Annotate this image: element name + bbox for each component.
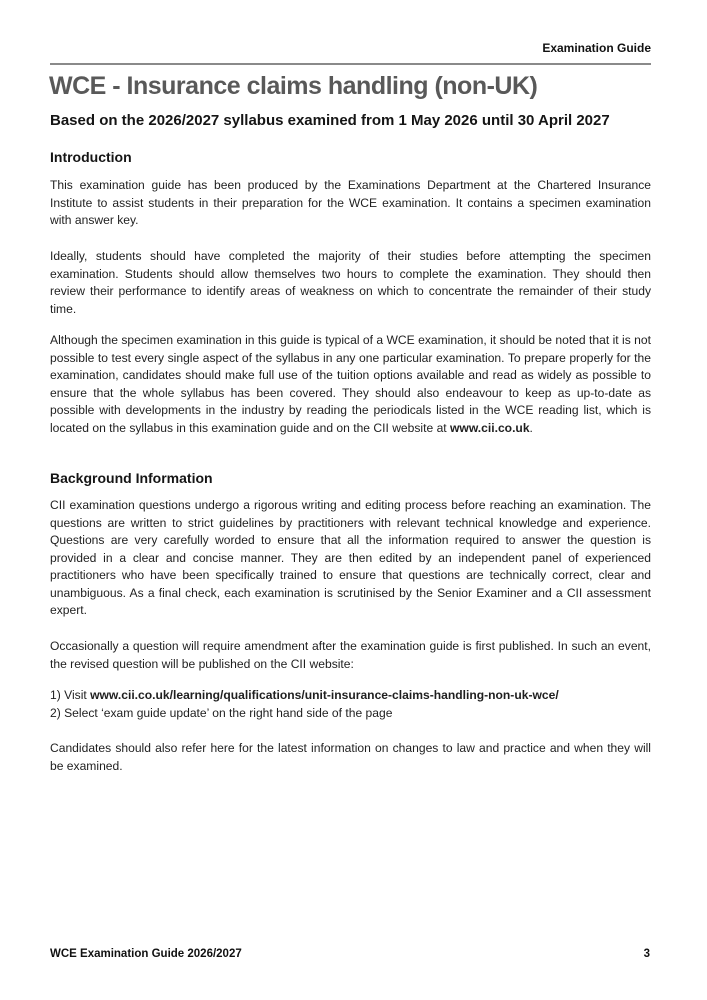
footer-page-number: 3 xyxy=(643,948,650,960)
section-heading-introduction: Introduction xyxy=(50,149,132,165)
intro-paragraph-2: Ideally, students should have completed the majority of their studies before attempting the specimen examination. Students should allow themselves two hours to complete the examination. They should then review their performance to identify areas of weakness on which to concentrate the remainder of their study time. xyxy=(50,249,651,316)
website-step-2: 2) Select ‘exam guide update’ on the right hand side of the page xyxy=(50,705,393,720)
page-subtitle: Based on the 2026/2027 syllabus examined from 1 May 2026 until 30 April 2027 xyxy=(50,112,610,129)
background-paragraph-1: CII examination questions undergo a rigorous writing and editing process before reaching an examination. The questions are written to strict guidelines by practitioners with relevant technical knowledge and experience. Questions are very carefully worded to ensure that all the information required to answer the question is provided in a clear and concise manner. They are then edited by an independent panel of experienced practitioners who have been specifically trained to ensure that questions are technically correct, clear and unambiguous. As a final check, each examination is scrutinised by the Senior Examiner and a CII assessment expert. xyxy=(50,498,651,617)
header-rule xyxy=(50,63,651,65)
background-paragraph-2: Occasionally a question will require amendment after the examination guide is first published. In such an event, the revised question will be published on the CII website: xyxy=(50,639,651,671)
background-paragraph-3: Candidates should also refer here for the latest information on changes to law and practice and when they will be examined. xyxy=(50,741,651,773)
intro-paragraph-1: This examination guide has been produced by the Examinations Department at the Chartered Insurance Institute to assist students in their preparation for the WCE examination. It contains a specimen examination with answer key. xyxy=(50,178,651,227)
website-steps xyxy=(50,687,651,722)
footer-document-title: WCE Examination Guide 2026/2027 xyxy=(50,948,242,960)
section-heading-background-information: Background Information xyxy=(50,470,213,486)
intro-paragraph-3: Although the specimen examination in this guide is typical of a WCE examination, it should be noted that it is not possible to test every single aspect of the syllabus in any one particular examination. To prepare properly for the examination, candidates should make full use of the tuition options available and read as widely as possible to ensure that the whole syllabus has been covered. They should also endeavour to keep as up-to-date as possible with developments in the industry by reading the periodicals listed in the WCE reading list, which is located on the syllabus in this examination guide and on the CII website at www.cii.co.uk. xyxy=(50,333,651,435)
website-step-1: 1) Visit www.cii.co.uk/learning/qualifications/unit-insurance-claims-handling-non-uk-wce/ xyxy=(50,688,559,702)
header-label: Examination Guide xyxy=(542,41,651,55)
page-title: WCE - Insurance claims handling (non-UK) xyxy=(49,72,538,100)
